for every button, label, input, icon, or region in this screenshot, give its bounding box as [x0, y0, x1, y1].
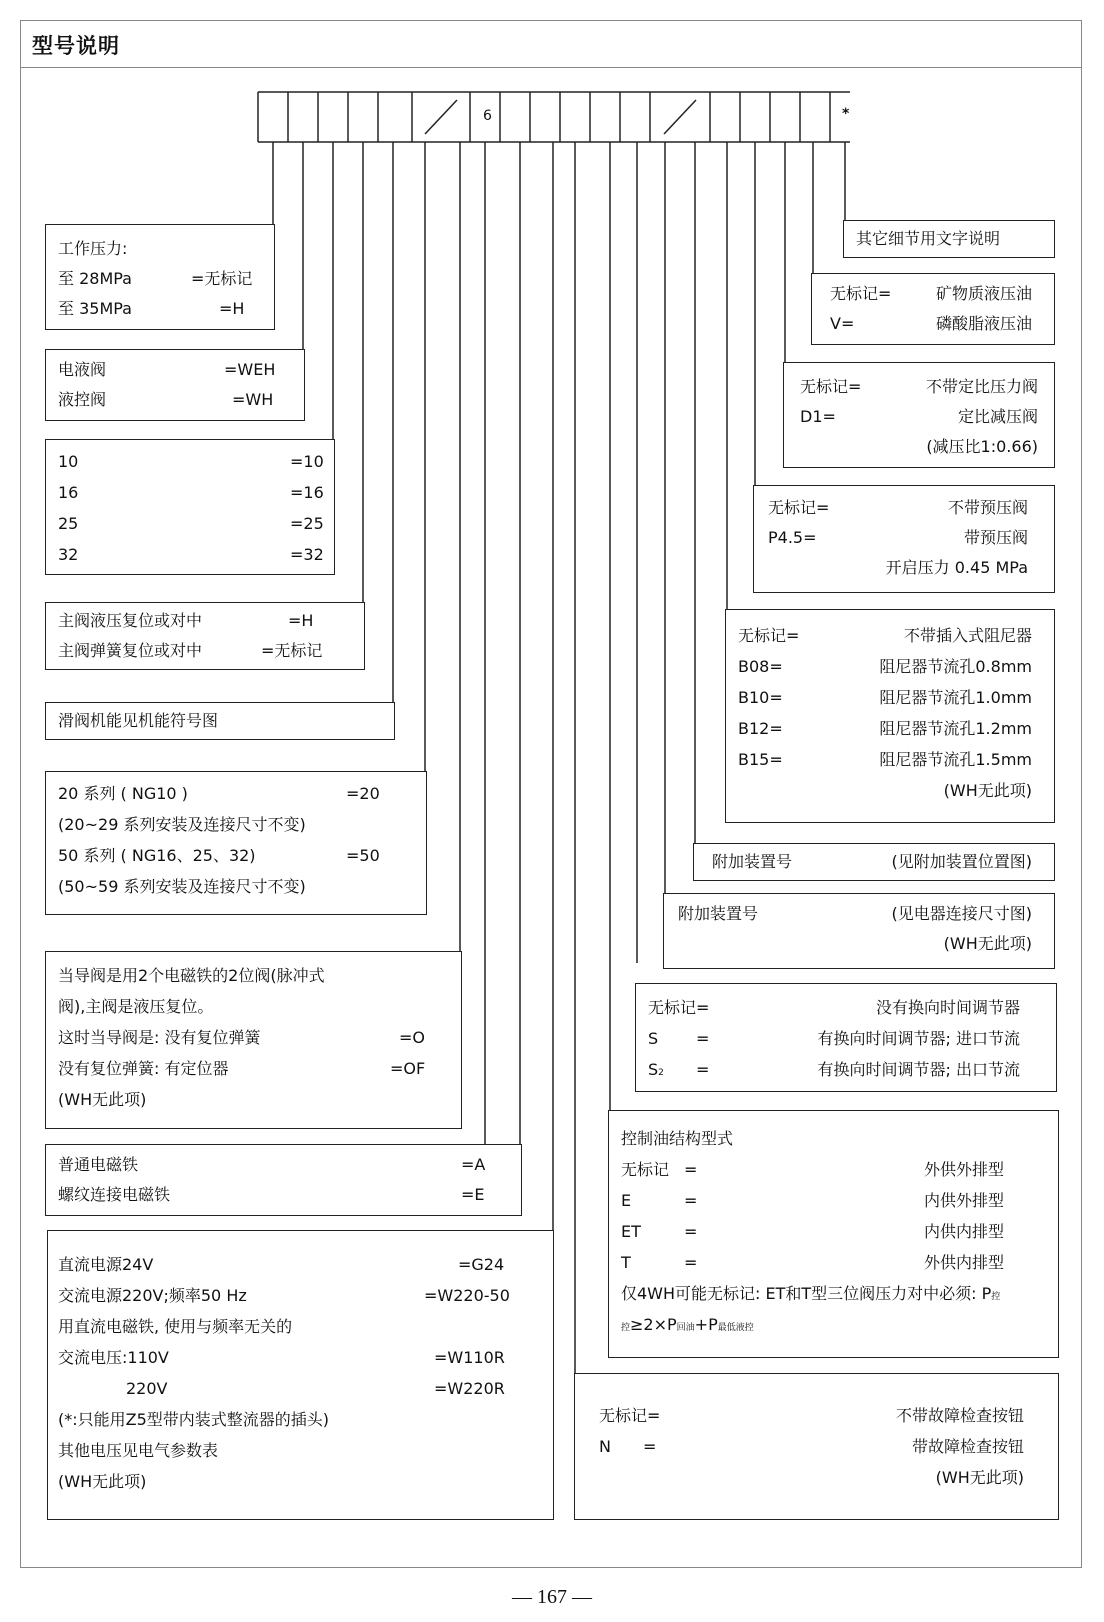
addon2-box [663, 893, 1055, 969]
code-cell-star: * [842, 106, 850, 122]
timing-s-value: 有换向时间调节器; 进口节流 [817, 1029, 1020, 1048]
control-note-2-text: ≥2×P [630, 1315, 677, 1334]
valve-wh-value: =WH [232, 390, 274, 409]
control-note-1-sub: 控 [991, 1292, 1001, 1302]
pilot-line-1: 当导阀是用2个电磁铁的2位阀(脉冲式 [58, 966, 325, 985]
power-note-1: 用直流电磁铁, 使用与频率无关的 [58, 1317, 293, 1336]
damper-row-value: 阻尼器节流孔1.5mm [879, 750, 1032, 769]
power-ac-label: 交流电源220V;频率50 Hz [58, 1286, 247, 1305]
control-note-1-text: 仅4WH可能无标记: ET和T型三位阀压力对中必须: P [621, 1284, 992, 1303]
power-note-3: 其他电压见电气参数表 [58, 1441, 219, 1460]
reset-spring-label: 主阀弹簧复位或对中 [58, 641, 203, 660]
damper-box [725, 609, 1055, 823]
oil-box [811, 273, 1055, 345]
addon1-box [693, 843, 1055, 881]
control-row-label: T [621, 1253, 631, 1272]
damper-row-value: 不带插入式阻尼器 [903, 626, 1032, 645]
size-row-value: =25 [290, 514, 324, 533]
damper-row-label: 无标记= [738, 626, 800, 645]
preload-none-label: 无标记= [768, 498, 830, 517]
timing-s2-sub: 2 [658, 1068, 664, 1078]
control-row-value: 内供内排型 [923, 1222, 1004, 1241]
addon2-value: (见电器连接尺寸图) [891, 904, 1032, 923]
control-note-2 [621, 1315, 754, 1338]
timing-s2-label [648, 1060, 664, 1083]
size-row-value: =10 [290, 452, 324, 471]
page-title: 型号说明 [32, 34, 120, 58]
fault-box [574, 1373, 1059, 1520]
magnet-a-label: 普通电磁铁 [58, 1155, 139, 1174]
pressure-box [45, 224, 275, 330]
series-50-value: =50 [346, 846, 380, 865]
control-row-eq: = [684, 1222, 698, 1241]
damper-note: (WH无此项) [943, 781, 1032, 800]
pilot-line-2: 阀),主阀是液压复位。 [58, 997, 214, 1016]
pilot-line-4: 没有复位弹簧: 有定位器 [58, 1059, 229, 1078]
magnet-e-value: =E [461, 1185, 485, 1204]
power-220-label: 220V [126, 1379, 168, 1398]
pressure-heading: 工作压力: [58, 239, 128, 258]
pressure-35-value: =H [219, 299, 245, 318]
valve-type-box [45, 349, 305, 421]
damper-row-label: B10= [738, 688, 783, 707]
timing-none-value: 没有换向时间调节器 [875, 998, 1020, 1017]
ratio-d1-label: D1= [800, 407, 836, 426]
power-220-value: =W220R [434, 1379, 505, 1398]
power-box [47, 1230, 554, 1520]
preload-none-value: 不带预压阀 [947, 498, 1028, 517]
oil-none-label: 无标记= [830, 284, 892, 303]
control-row-eq: = [684, 1160, 698, 1179]
power-dc-value: =G24 [458, 1255, 505, 1274]
pressure-28-label: 至 28MPa [58, 269, 132, 288]
control-row-label: 无标记 [621, 1160, 670, 1179]
timing-s2-equals: = [696, 1060, 710, 1079]
preload-note: 开启压力 0.45 MPa [885, 558, 1028, 577]
reset-h-label: 主阀液压复位或对中 [58, 611, 203, 630]
control-note-2-mid: +P [694, 1315, 718, 1334]
series-box [45, 771, 427, 915]
symbol-text: 滑阀机能见机能符号图 [58, 711, 219, 730]
pilot-o-value: =O [399, 1028, 425, 1047]
size-row-value: =32 [290, 545, 324, 564]
oil-v-label: V= [830, 314, 855, 333]
pilot-note: (WH无此项) [58, 1090, 147, 1109]
series-20-value: =20 [346, 784, 380, 803]
timing-s-equals: = [696, 1029, 710, 1048]
power-110-label: 交流电压:110V [58, 1348, 169, 1367]
reset-h-value: =H [288, 611, 314, 630]
power-dc-label: 直流电源24V [58, 1255, 154, 1274]
power-ac-value: =W220-50 [424, 1286, 510, 1305]
damper-row-label: B12= [738, 719, 783, 738]
pressure-35-label: 至 35MPa [58, 299, 132, 318]
timing-box [635, 983, 1057, 1092]
magnet-e-label: 螺纹连接电磁铁 [58, 1185, 171, 1204]
magnet-box [45, 1144, 522, 1216]
control-note-2-sub2: 最低液控 [717, 1323, 754, 1333]
timing-s2-letter: S [648, 1060, 659, 1079]
timing-s2-value: 有换向时间调节器; 出口节流 [817, 1060, 1020, 1079]
control-box [608, 1110, 1059, 1358]
series-20-label: 20 系列 ( NG10 ) [58, 784, 188, 803]
code-cell-6: 6 [483, 108, 492, 124]
damper-row-value: 阻尼器节流孔0.8mm [879, 657, 1032, 676]
oil-v-value: 磷酸脂液压油 [935, 314, 1032, 333]
valve-weh-value: =WEH [224, 360, 276, 379]
power-110-value: =W110R [434, 1348, 505, 1367]
preload-box [753, 485, 1055, 593]
symbol-box [45, 702, 395, 740]
addon1-value: (见附加装置位置图) [891, 852, 1032, 871]
damper-row-label: B15= [738, 750, 783, 769]
control-note-2-sub1: 回油 [676, 1323, 695, 1333]
power-note-2: (*:只能用Z5型带内装式整流器的插头) [58, 1410, 330, 1429]
control-row-label: ET [621, 1222, 641, 1241]
ratio-box [783, 362, 1055, 468]
reset-box [45, 602, 365, 670]
addon1-label: 附加装置号 [712, 852, 793, 871]
size-row-label: 25 [58, 514, 79, 533]
fault-n-label: N [599, 1437, 611, 1456]
magnet-a-value: =A [461, 1155, 486, 1174]
series-20-note: (20~29 系列安装及连接尺寸不变) [58, 815, 306, 834]
fault-n-value: 带故障检查按钮 [911, 1437, 1024, 1456]
ratio-none-value: 不带定比压力阀 [925, 377, 1038, 396]
series-50-label: 50 系列 ( NG16、25、32) [58, 846, 256, 865]
preload-p45-value: 带预压阀 [963, 528, 1028, 547]
fault-n-equals: = [643, 1437, 657, 1456]
preload-p45-label: P4.5= [768, 528, 817, 547]
oil-none-value: 矿物质液压油 [935, 284, 1032, 303]
ratio-none-label: 无标记= [800, 377, 862, 396]
control-row-value: 内供外排型 [923, 1191, 1004, 1210]
control-row-eq: = [684, 1191, 698, 1210]
size-row-label: 16 [58, 483, 79, 502]
size-row-label: 10 [58, 452, 79, 471]
pilot-line-3: 这时当导阀是: 没有复位弹簧 [58, 1028, 261, 1047]
damper-row-value: 阻尼器节流孔1.0mm [879, 688, 1032, 707]
size-row-label: 32 [58, 545, 79, 564]
control-note-2-pre: 控 [621, 1323, 631, 1333]
control-heading: 控制油结构型式 [621, 1129, 734, 1148]
valve-wh-label: 液控阀 [58, 390, 107, 409]
ratio-d1-value: 定比减压阀 [957, 407, 1038, 426]
fault-note: (WH无此项) [935, 1468, 1024, 1487]
page-number: — 167 — [512, 1586, 592, 1608]
fault-none-label: 无标记= [599, 1406, 661, 1425]
fault-none-value: 不带故障检查按钮 [895, 1406, 1024, 1425]
series-50-note: (50~59 系列安装及连接尺寸不变) [58, 877, 306, 896]
pilot-box [45, 951, 462, 1129]
damper-row-value: 阻尼器节流孔1.2mm [879, 719, 1032, 738]
control-row-value: 外供内排型 [923, 1253, 1004, 1272]
addon2-note: (WH无此项) [943, 934, 1032, 953]
other-text: 其它细节用文字说明 [856, 229, 1001, 248]
addon2-label: 附加装置号 [678, 904, 759, 923]
pilot-of-value: =OF [390, 1059, 426, 1078]
control-row-eq: = [684, 1253, 698, 1272]
reset-spring-value: =无标记 [261, 641, 323, 660]
control-note-1 [621, 1284, 1000, 1307]
other-box [843, 220, 1055, 258]
size-row-value: =16 [290, 483, 324, 502]
control-row-value: 外供外排型 [923, 1160, 1004, 1179]
ratio-note: (减压比1:0.66) [926, 437, 1038, 456]
damper-row-label: B08= [738, 657, 783, 676]
pressure-28-value: =无标记 [191, 269, 253, 288]
power-note-4: (WH无此项) [58, 1472, 147, 1491]
timing-s-label: S [648, 1029, 659, 1048]
size-box [45, 439, 335, 575]
valve-weh-label: 电液阀 [58, 360, 107, 379]
control-row-label: E [621, 1191, 632, 1210]
timing-none-label: 无标记= [648, 998, 710, 1017]
